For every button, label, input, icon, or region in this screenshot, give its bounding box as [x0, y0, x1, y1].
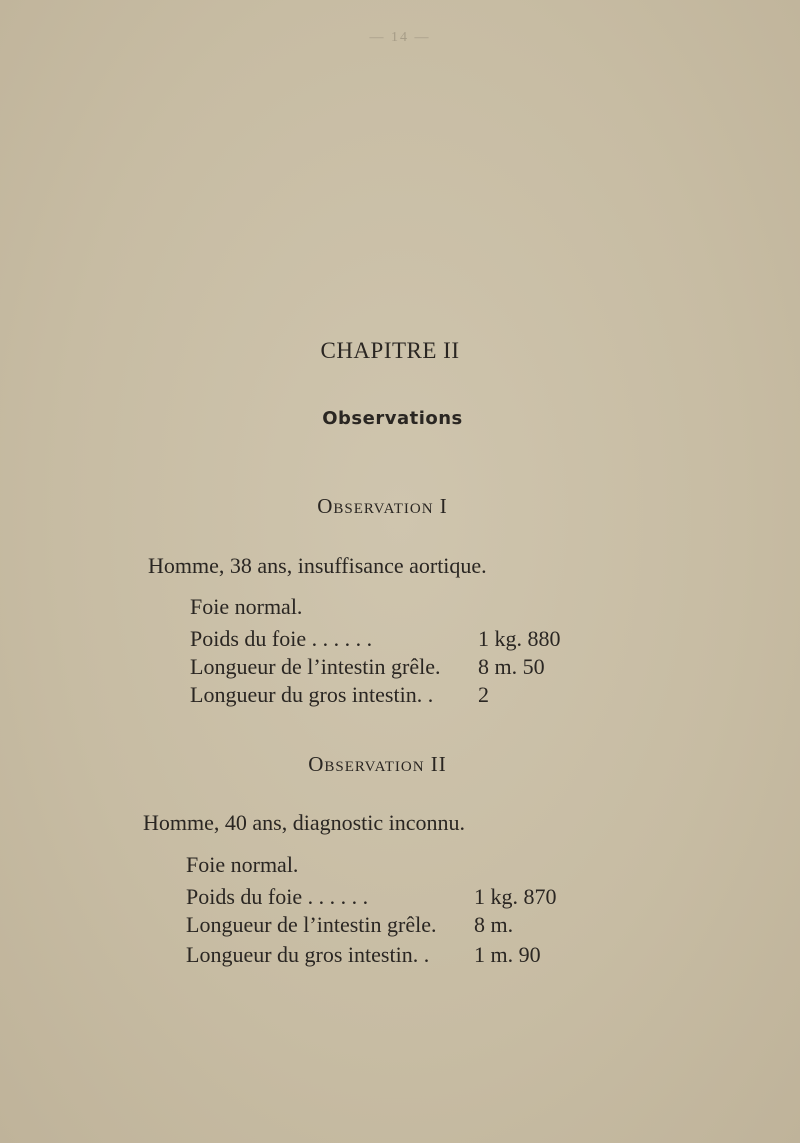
observation-1-summary: Homme, 38 ans, insuffisance aortique.: [148, 553, 487, 578]
observation-1-title: Observation I: [317, 494, 448, 518]
row-label: Longueur de l’intestin grêle.: [190, 654, 441, 679]
row-label: Poids du foie . . . . . .: [190, 626, 373, 651]
row-label: Longueur de l’intestin grêle.: [186, 912, 437, 937]
row-label: Poids du foie . . . . . .: [186, 884, 369, 909]
page-number: — 14 —: [369, 30, 431, 45]
row-value: 1 m. 90: [474, 942, 541, 967]
row-value: 1 kg. 870: [474, 884, 557, 909]
row-value: 8 m. 50: [478, 654, 545, 679]
row-label: Longueur du gros intestin. .: [190, 682, 434, 707]
observation-2-row: [186, 942, 586, 1046]
observation-2-title: Observation II: [308, 752, 447, 776]
row-value: 8 m.: [474, 912, 514, 937]
row-value: 1 kg. 880: [478, 626, 561, 651]
observation-2-summary: Homme, 40 ans, diagnostic inconnu.: [143, 810, 466, 835]
section-title: Observations: [322, 408, 463, 429]
chapter-title: CHAPITRE II: [320, 338, 460, 363]
row-value: 2: [478, 682, 489, 707]
row-label: Longueur du gros intestin. .: [186, 942, 430, 967]
row-label: Foie normal.: [190, 594, 303, 619]
row-label: Foie normal.: [186, 852, 299, 877]
